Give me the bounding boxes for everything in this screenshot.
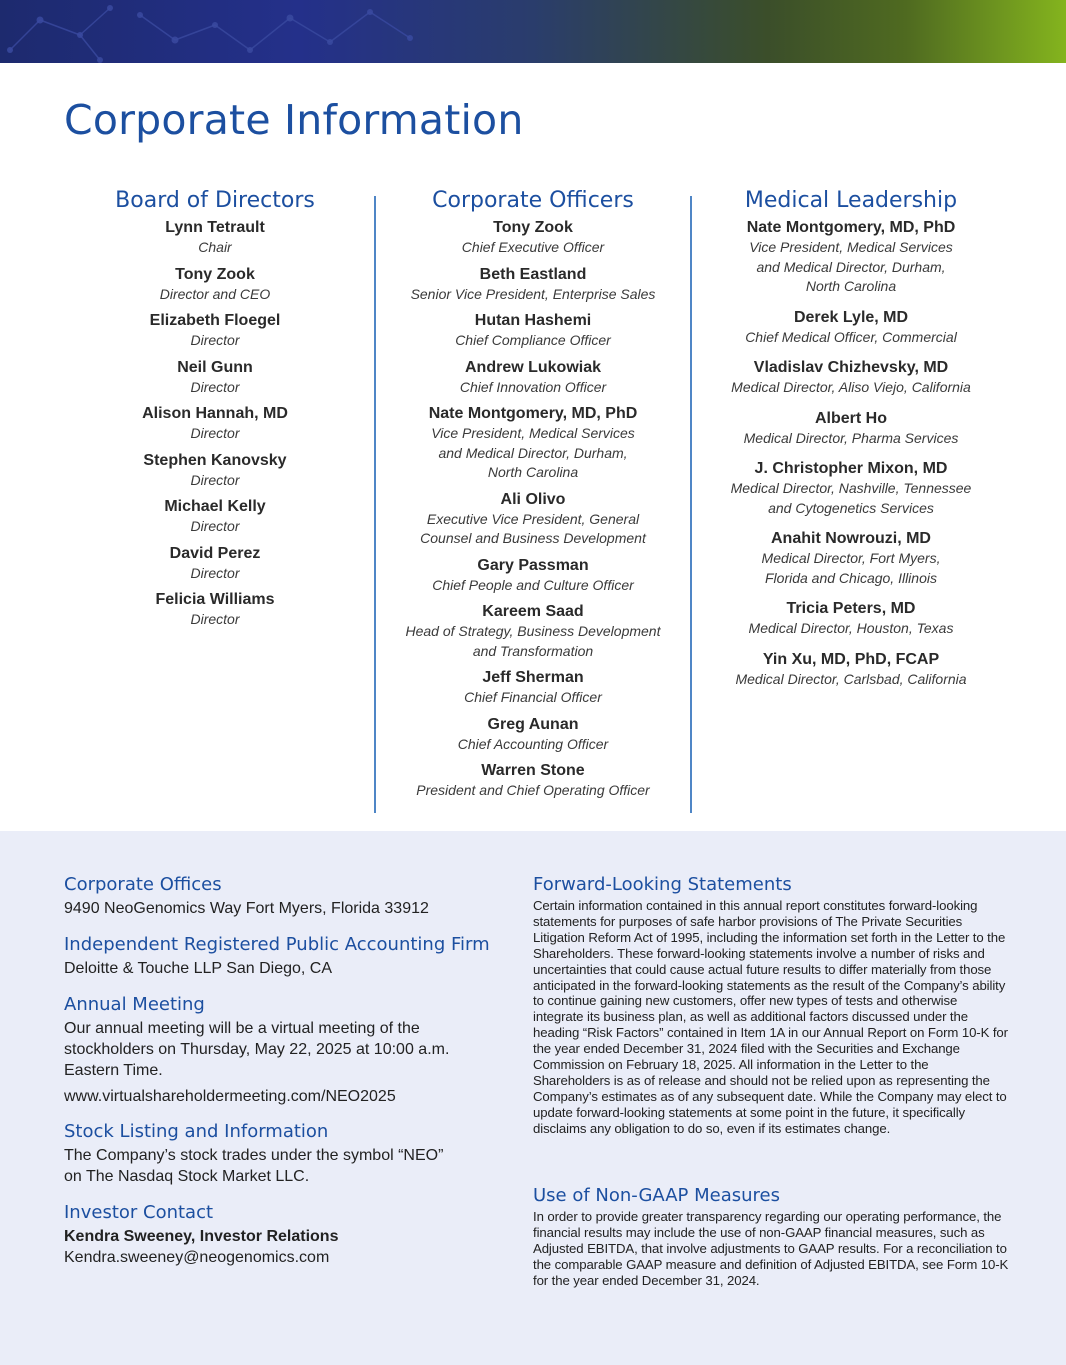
- list-item: [380, 358, 686, 398]
- list-item: [380, 404, 686, 483]
- person-role: Medical Director, Fort Myers, Florida and Chicago, Illinois: [761, 550, 941, 586]
- annual-meeting-section: [64, 994, 464, 1107]
- list-item: [60, 265, 370, 305]
- forward-looking-heading: Forward-Looking Statements: [533, 874, 792, 895]
- annual-meeting-text: Our annual meeting will be a virtual meeting of the stockholders on Thursday, May 22, 2025 at 10:00 a.m. Eastern Time.: [64, 1020, 450, 1079]
- investor-contact-section: [64, 1202, 504, 1268]
- list-item: [698, 358, 1004, 398]
- list-item: [698, 599, 1004, 639]
- person-name: Nate Montgomery, MD, PhD: [746, 219, 956, 236]
- person-role: Director: [190, 611, 240, 627]
- list-item: [60, 311, 370, 351]
- person-name: Tricia Peters, MD: [786, 600, 916, 617]
- board-of-directors-column: [60, 186, 370, 637]
- list-item: [698, 308, 1004, 348]
- person-role: Chief Executive Officer: [461, 239, 605, 255]
- person-name: Neil Gunn: [177, 358, 253, 376]
- person-name: Derek Lyle, MD: [793, 308, 909, 326]
- person-name: Beth Eastland: [479, 265, 587, 283]
- board-heading: Board of Directors: [115, 188, 315, 213]
- page-title: Corporate Information: [64, 96, 524, 144]
- header-banner: [0, 0, 1066, 63]
- person-role: Vice President, Medical Services and Medical Director, Durham, North Carolina: [431, 425, 635, 480]
- person-role: Medical Director, Carlsbad, California: [735, 670, 967, 687]
- corporate-offices-section: [64, 874, 504, 919]
- molecule-pattern-icon: [0, 0, 420, 63]
- person-name: Nate Montgomery, MD, PhD: [428, 405, 638, 422]
- corporate-offices-address: 9490 NeoGenomics Way Fort Myers, Florida 33912: [64, 900, 429, 917]
- list-item: [698, 650, 1004, 690]
- person-role: Chief Compliance Officer: [455, 332, 611, 348]
- list-item: [380, 715, 686, 755]
- person-name: Stephen Kanovsky: [143, 451, 287, 469]
- list-item: [698, 529, 1004, 588]
- list-item: [60, 358, 370, 398]
- person-name: Kareem Saad: [482, 603, 584, 620]
- person-role: Director: [190, 471, 240, 488]
- person-name: Andrew Lukowiak: [464, 358, 602, 376]
- stock-listing-text: The Company’s stock trades under the symbol “NEO” on The Nasdaq Stock Market LLC.: [64, 1147, 444, 1185]
- list-item: [380, 265, 686, 305]
- person-name: Tony Zook: [493, 219, 573, 236]
- list-item: [60, 451, 370, 491]
- list-item: [380, 761, 686, 801]
- accounting-firm-section: [64, 934, 504, 979]
- column-divider: [690, 196, 692, 813]
- person-role: Vice President, Medical Services and Medical Director, Durham, North Carolina: [749, 239, 953, 294]
- person-role: Chief Accounting Officer: [457, 735, 609, 752]
- person-name: Tony Zook: [175, 265, 255, 283]
- person-role: Chief Innovation Officer: [459, 378, 607, 395]
- person-name: Vladislav Chizhevsky, MD: [753, 359, 949, 376]
- person-role: Head of Strategy, Business Development and Transformation: [405, 623, 661, 659]
- person-name: David Perez: [169, 544, 261, 562]
- person-role: Director and CEO: [159, 285, 271, 302]
- person-name: Anahit Nowrouzi, MD: [771, 530, 931, 547]
- person-name: Yin Xu, MD, PhD, FCAP: [762, 650, 940, 668]
- person-name: Warren Stone: [481, 762, 585, 779]
- person-name: Lynn Tetrault: [165, 219, 265, 236]
- list-item: [380, 556, 686, 596]
- list-item: [380, 311, 686, 351]
- person-role: Director: [190, 425, 240, 441]
- info-panel: [0, 831, 1066, 1365]
- person-name: Michael Kelly: [164, 498, 266, 515]
- list-item: [380, 490, 686, 549]
- list-item: [60, 404, 370, 444]
- person-role: Medical Director, Aliso Viejo, California: [731, 379, 971, 395]
- list-item: [380, 218, 686, 258]
- person-name: Ali Olivo: [500, 490, 566, 508]
- person-role: Medical Director, Houston, Texas: [748, 620, 954, 636]
- person-role: President and Chief Operating Officer: [416, 782, 650, 798]
- person-name: Elizabeth Floegel: [149, 312, 281, 329]
- officers-heading: Corporate Officers: [432, 188, 634, 213]
- non-gaap-heading: Use of Non-GAAP Measures: [533, 1185, 780, 1206]
- list-item: [60, 218, 370, 258]
- list-item: [380, 668, 686, 708]
- annual-meeting-heading: Annual Meeting: [64, 994, 205, 1015]
- person-role: Chief Financial Officer: [464, 689, 602, 705]
- person-name: Albert Ho: [815, 409, 887, 427]
- person-name: J. Christopher Mixon, MD: [754, 460, 948, 477]
- accounting-firm-text: Deloitte & Touche LLP San Diego, CA: [64, 960, 333, 977]
- investor-contact-heading: Investor Contact: [64, 1202, 214, 1223]
- list-item: [60, 544, 370, 584]
- person-name: Hutan Hashemi: [474, 312, 592, 329]
- non-gaap-text: In order to provide greater transparency regarding our operating performance, the financial results may include the use of non-GAAP financial measures, such as Adjusted EBITDA, that involve adjustments to GAAP results. For a reconciliation to the comparable GAAP measure and definition of Adjusted EBITDA, see Form 10-K for the year ended December 31, 2024.: [533, 1209, 1009, 1288]
- person-role: Executive Vice President, General Counsel and Business Development: [420, 510, 646, 546]
- list-item: [698, 218, 1004, 297]
- list-item: [60, 590, 370, 630]
- person-role: Director: [190, 332, 240, 348]
- person-role: Medical Director, Pharma Services: [743, 429, 959, 446]
- list-item: [698, 409, 1004, 449]
- person-role: Director: [190, 564, 240, 581]
- person-role: Chair: [198, 239, 232, 255]
- non-gaap-section: [533, 1185, 1009, 1289]
- investor-contact-email[interactable]: Kendra.sweeney@neogenomics.com: [64, 1249, 330, 1266]
- forward-looking-section: [533, 874, 1009, 1137]
- person-role: Chief People and Culture Officer: [432, 576, 634, 593]
- accounting-firm-heading: Independent Registered Public Accounting Firm: [64, 934, 490, 955]
- list-item: [380, 602, 686, 661]
- stock-listing-section: [64, 1121, 504, 1187]
- annual-meeting-link[interactable]: www.virtualshareholdermeeting.com/NEO2025: [64, 1088, 396, 1105]
- person-name: Alison Hannah, MD: [142, 405, 288, 422]
- person-name: Felicia Williams: [155, 591, 275, 608]
- person-name: Jeff Sherman: [482, 669, 584, 686]
- person-name: Gary Passman: [477, 556, 589, 574]
- corporate-officers-column: [380, 186, 686, 808]
- medical-heading: Medical Leadership: [744, 188, 958, 213]
- column-divider: [374, 196, 376, 813]
- list-item: [60, 497, 370, 537]
- person-role: Medical Director, Nashville, Tennessee and Cytogenetics Services: [730, 480, 972, 516]
- person-role: Senior Vice President, Enterprise Sales: [410, 285, 656, 302]
- investor-contact-name: Kendra Sweeney, Investor Relations: [64, 1228, 339, 1245]
- forward-looking-text: Certain information contained in this annual report constitutes forward-looking statements for purposes of safe harbor provisions of The Private Securities Litigation Reform Act of 1995, including the information set forth in the Letter to the Shareholders. These forward-looking statements involve a number of risks and uncertainties that could cause actual future results to differ materially from those anticipated in the forward-looking statements as the result of the Company’s ability to continue gaining new customers, offer new types of tests and otherwise integrate its business plan, as well as additional factors discussed under the heading “Risk Factors” contained in Item 1A in our Annual Report on Form 10-K for the year ended December 31, 2024 filed with the Securities and Exchange Commission on February 18, 2025. All information in the Letter to the Shareholders is as of release and should not be relied upon as representing the Company’s estimates as of any subsequent date. While the Company may elect to update forward-looking statements at some point in the future, it specifically disclaims any obligation to do so, even if its estimates change.: [533, 898, 1008, 1136]
- list-item: [698, 459, 1004, 518]
- person-role: Director: [190, 518, 240, 534]
- medical-leadership-column: [698, 186, 1004, 700]
- corporate-offices-heading: Corporate Offices: [64, 874, 222, 895]
- person-role: Chief Medical Officer, Commercial: [745, 328, 957, 345]
- person-name: Greg Aunan: [487, 715, 579, 733]
- stock-listing-heading: Stock Listing and Information: [64, 1121, 329, 1142]
- person-role: Director: [190, 378, 240, 395]
